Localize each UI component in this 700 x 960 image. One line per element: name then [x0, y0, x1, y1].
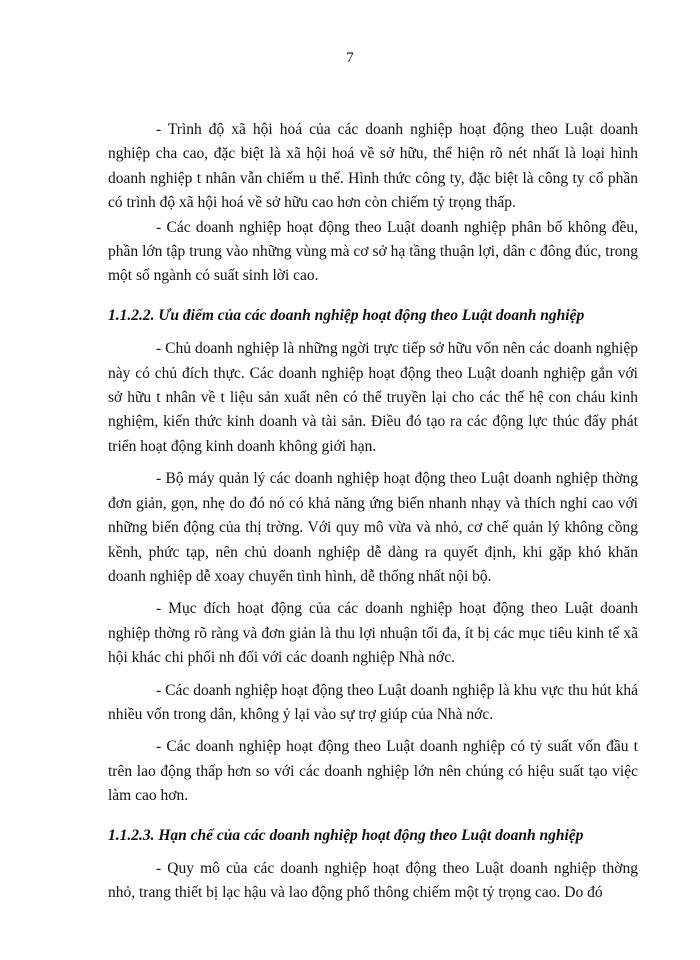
- paragraph: - Mục đích hoạt động của các doanh nghiệp hoạt động theo Luật doanh nghiệp thờng rõ ràng và đơn giản là thu lợi nhuận tối đa, ít bị các mục tiêu kinh tế xã hội khác chi phối nh đối với các doanh nghiệp Nhà nớc.: [108, 600, 638, 667]
- document-body: [108, 118, 638, 906]
- paragraph: - Trình độ xã hội hoá của các doanh nghiệp hoạt động theo Luật doanh nghiệp cha cao, đặc biệt là xã hội hoá về sở hữu, thể hiện rõ nét nhất là loại hình doanh nghiệp t nhân vẫn chiếm u thế. Hình thức công ty, đặc biệt là công ty cổ phần có trình độ xã hội hoá về sở hữu cao hơn còn chiếm tỷ trọng thấp.: [108, 121, 638, 212]
- paragraph: - Các doanh nghiệp hoạt động theo Luật doanh nghiệp là khu vực thu hút khá nhiều vốn trong dân, không ỷ lại vào sự trợ giúp của Nhà nớc.: [108, 681, 638, 723]
- paragraph: - Chủ doanh nghiệp là những ngời trực tiếp sở hữu vốn nên các doanh nghiệp này có chủ đích thực. Các doanh nghiệp hoạt động theo Luật doanh nghiệp gắn với sở hữu t nhân về t liệu sản xuất nên có thể truyền lại cho các thế hệ con cháu kinh nghiệm, kiến thức kinh doanh và tài sản. Điều đó tạo ra các động lực thúc đẩy phát triển hoạt động kinh doanh không giới hạn.: [108, 340, 638, 455]
- paragraph: - Các doanh nghiệp hoạt động theo Luật doanh nghiệp phân bố không đều, phần lớn tập trung vào những vùng mà cơ sở hạ tầng thuận lợi, dân c đông đúc, trong một số ngành có suất sinh lời cao.: [108, 218, 638, 285]
- page-number: 7: [346, 50, 354, 66]
- paragraph: - Quy mô của các doanh nghiệp hoạt động theo Luật doanh nghiệp thờng nhỏ, trang thiết bị lạc hậu và lao động phổ thông chiếm một tỷ trọng cao. Do đó: [108, 859, 638, 902]
- section-heading-limitations: 1.1.2.3. Hạn chế của các doanh nghiệp hoạt động theo Luật doanh nghiệp: [108, 826, 584, 844]
- paragraph: - Các doanh nghiệp hoạt động theo Luật doanh nghiệp có tỷ suất vốn đầu t trên lao động thấp hơn so với các doanh nghiệp lớn nên chúng có hiệu suất tạo việc làm cao hơn.: [108, 738, 638, 805]
- paragraph: - Bộ máy quản lý các doanh nghiệp hoạt động theo Luật doanh nghiệp thờng đơn giản, gọn, nhẹ do đó nó có khả năng ứng biến nhanh nhạy và thích nghi cao với những biến động của thị trờng. Với quy mô vừa và nhỏ, cơ chế quản lý không cồng kềnh, phức tạp, nên chủ doanh nghiệp dễ dàng ra quyết định, khi gặp khó khăn doanh nghiệp dễ xoay chuyển tình hình, dễ thống nhất nội bộ.: [108, 470, 638, 585]
- section-heading-advantages: 1.1.2.2. Ưu điểm của các doanh nghiệp hoạt động theo Luật doanh nghiệp: [108, 306, 585, 324]
